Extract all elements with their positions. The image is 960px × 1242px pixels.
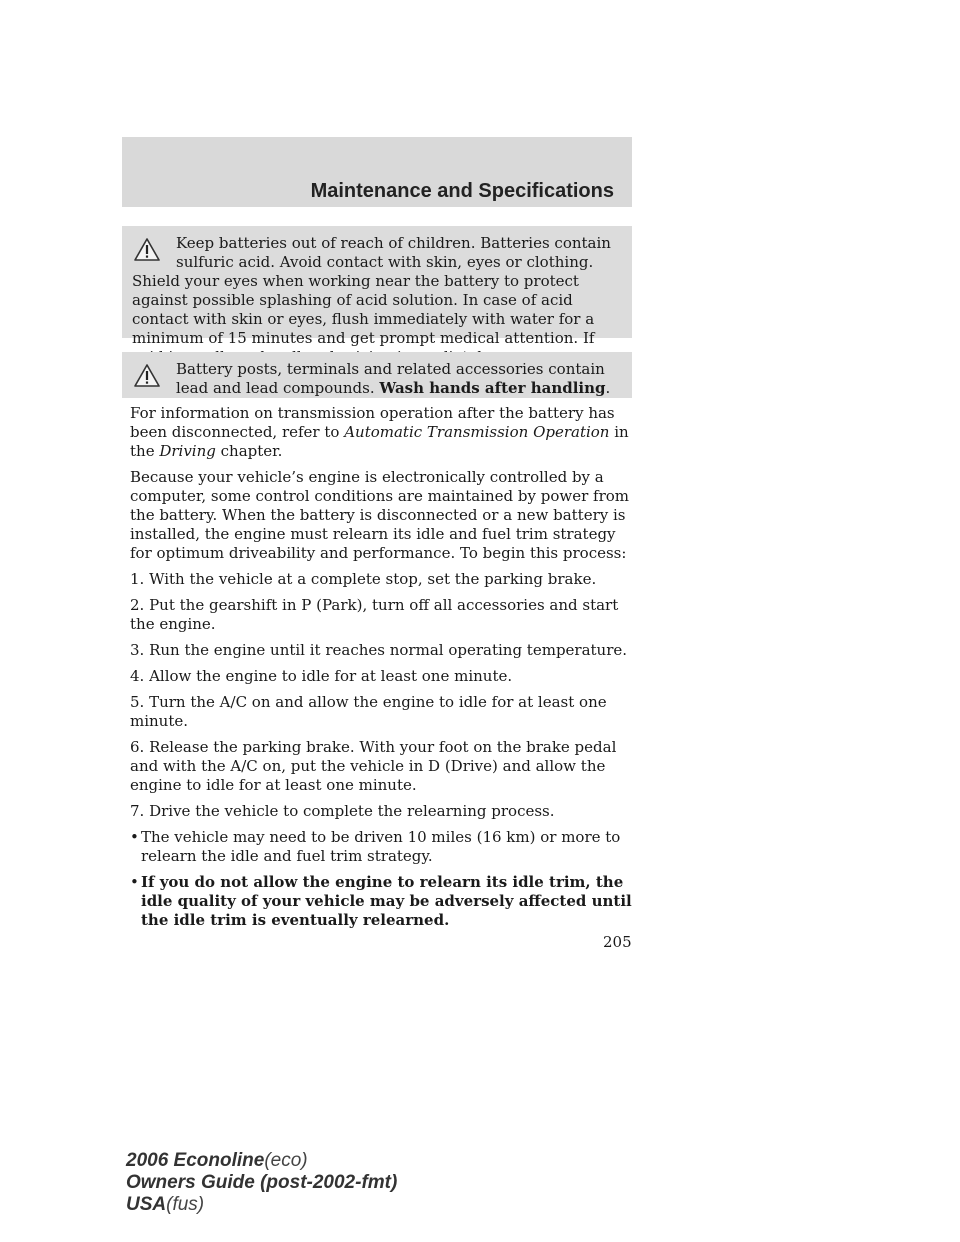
paragraph-relearn-intro: Because your vehicle’s engine is electronically controlled by a computer, some control conditions are maintained by power from the battery. When the battery is disconnected or a new battery is installed, the engine must relearn its idle and fuel trim strategy for optimum driveability and performance. To begin this process: — [130, 468, 630, 562]
step-item: 2. Put the gearshift in P (Park), turn off all accessories and start the engine. — [130, 596, 619, 633]
footer-line-1: 2006 Econoline(eco) — [126, 1150, 308, 1171]
link-driving-chapter: Driving — [159, 442, 216, 460]
warning-box-lead — [122, 352, 632, 398]
section-header — [122, 137, 632, 207]
step-item: 5. Turn the A/C on and allow the engine to idle for at least one minute. — [130, 693, 607, 730]
document-footer — [126, 1150, 397, 1216]
warning-text: Battery posts, terminals and related accessories contain lead and lead compounds. Wash hands after handling. — [176, 360, 611, 397]
bullet-mark: • — [130, 828, 139, 846]
step-item: 1. With the vehicle at a complete stop, set the parking brake. — [130, 570, 597, 588]
warning-box-battery-acid — [122, 226, 632, 347]
paragraph-transmission-info: For information on transmission operation after the battery has been disconnected, refer to Automatic Transmission Operation in the Driving chapter. — [130, 404, 629, 460]
warning-triangle-icon — [132, 364, 176, 398]
page-number: 205 — [603, 933, 632, 951]
bullet-item-bold: • If you do not allow the engine to relearn its idle trim, the idle quality of your vehicle may be adversely affected until the idle trim is eventually relearned. — [130, 873, 632, 929]
footer-line-3: USA(fus) — [126, 1194, 205, 1215]
step-item: 4. Allow the engine to idle for at least one minute. — [130, 667, 513, 685]
warning-triangle-icon — [132, 238, 176, 272]
step-item: 3. Run the engine until it reaches normal operating temperature. — [130, 641, 628, 659]
step-item: 7. Drive the vehicle to complete the relearning process. — [130, 802, 555, 820]
warning-text: Keep batteries out of reach of children. Batteries contain sulfuric acid. Avoid contact with skin, eyes or clothing. Shield your eyes when working near the battery to protect against possible splashing of acid solution. In case of acid contact with skin or eyes, flush immediately with water for a minimum of 15 minutes and get prompt medical attention. If — [132, 234, 611, 347]
bullet-mark: • — [130, 873, 139, 891]
body-content — [130, 404, 640, 937]
section-title: Maintenance and Specifications — [310, 180, 614, 202]
link-automatic-transmission-operation: Automatic Transmission Operation — [344, 423, 610, 441]
bullet-item: • The vehicle may need to be driven 10 miles (16 km) or more to relearn the idle and fuel trim strategy. — [130, 828, 621, 865]
footer-line-2: Owners Guide (post-2002-fmt) — [126, 1172, 398, 1193]
step-item: 6. Release the parking brake. With your foot on the brake pedal and with the A/C on, put the vehicle in D (Drive) and allow the engine to idle for at least one minute. — [130, 738, 617, 794]
